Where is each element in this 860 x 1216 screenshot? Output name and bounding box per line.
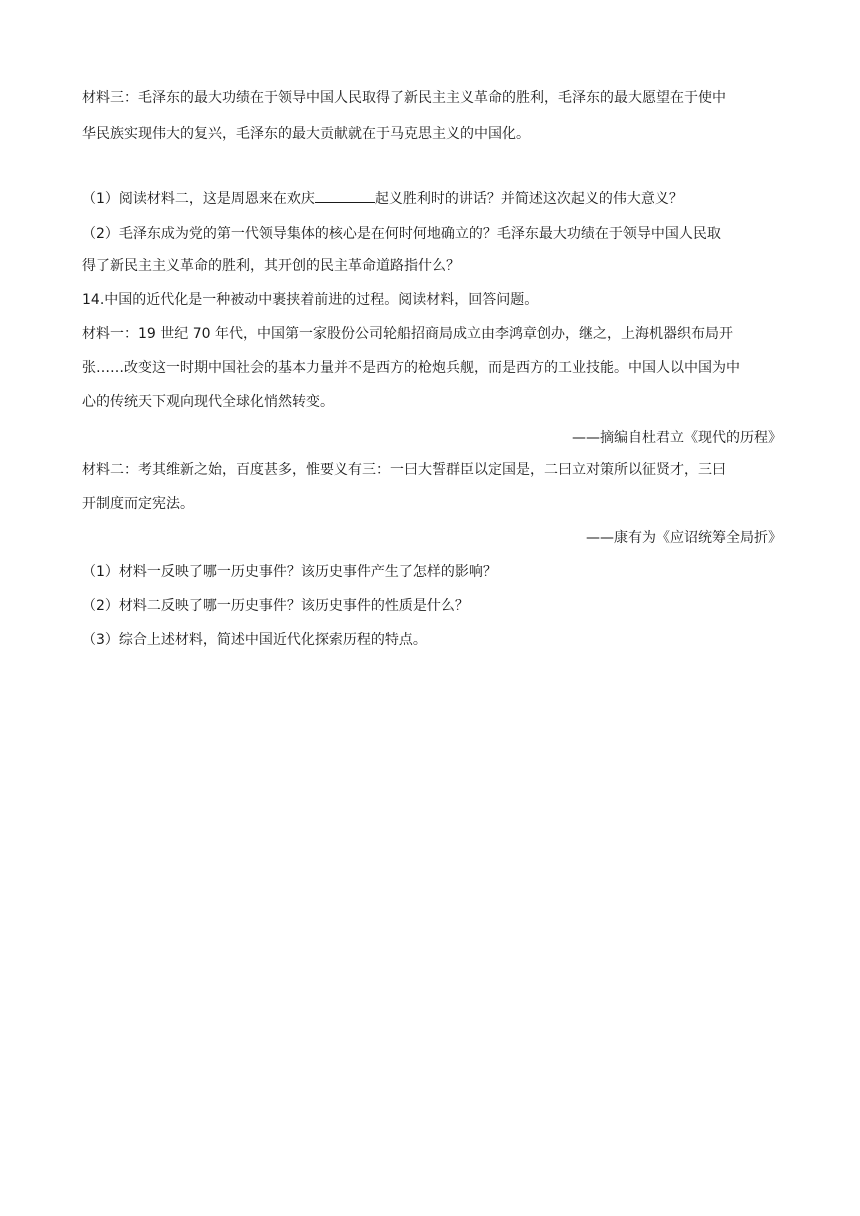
q13-subquestion-2-line-1: （2）毛泽东成为党的第一代领导集体的核心是在何时何地确立的？毛泽东最大功绩在于领导中国人民取 bbox=[82, 226, 721, 242]
q14-material2-line-1: 材料二：考其维新之始，百度甚多，惟要义有三：一曰大誓群臣以定国是，二曰立对策所以征贤才，三曰 bbox=[82, 462, 726, 478]
q14-material1-source: ——摘编自杜君立《现代的历程》 bbox=[572, 430, 782, 446]
q14-material2-line-2: 开制度而定宪法。 bbox=[82, 496, 194, 512]
q13-sub1-text-after: 起义胜利时的讲话？并简述这次起义的伟大意义？ bbox=[374, 191, 683, 207]
q14-subquestion-3: （3）综合上述材料，简述中国近代化探索历程的特点。 bbox=[82, 632, 427, 648]
q13-sub1-text-before: （1）阅读材料二，这是周恩来在欢庆 bbox=[82, 191, 315, 207]
q14-subquestion-1: （1）材料一反映了哪一历史事件？该历史事件产生了怎样的影响？ bbox=[82, 564, 497, 580]
answer-blank bbox=[315, 188, 375, 203]
q14-material1-line-2: 张……改变这一时期中国社会的基本力量并不是西方的枪炮兵舰，而是西方的工业技能。中国人以中国为中 bbox=[82, 360, 740, 376]
material3-line-1: 材料三：毛泽东的最大功绩在于领导中国人民取得了新民主主义革命的胜利，毛泽东的最大愿望在于使中 bbox=[82, 90, 726, 106]
q13-subquestion-2-line-2: 得了新民主主义革命的胜利，其开创的民主革命道路指什么？ bbox=[82, 258, 460, 274]
q13-subquestion-1 bbox=[82, 188, 683, 208]
q14-material2-source: ——康有为《应诏统筹全局折》 bbox=[586, 530, 782, 546]
q14-title: 14.中国的近代化是一种被动中裹挟着前进的过程。阅读材料，回答问题。 bbox=[82, 292, 539, 308]
q14-material1-line-1: 材料一：19 世纪 70 年代，中国第一家股份公司轮船招商局成立由李鸿章创办，继之，上海机器织布局开 bbox=[82, 326, 733, 342]
q14-subquestion-2: （2）材料二反映了哪一历史事件？该历史事件的性质是什么？ bbox=[82, 598, 469, 614]
material3-line-2: 华民族实现伟大的复兴，毛泽东的最大贡献就在于马克思主义的中国化。 bbox=[82, 126, 530, 142]
q14-material1-line-3: 心的传统天下观向现代全球化悄然转变。 bbox=[82, 394, 334, 410]
